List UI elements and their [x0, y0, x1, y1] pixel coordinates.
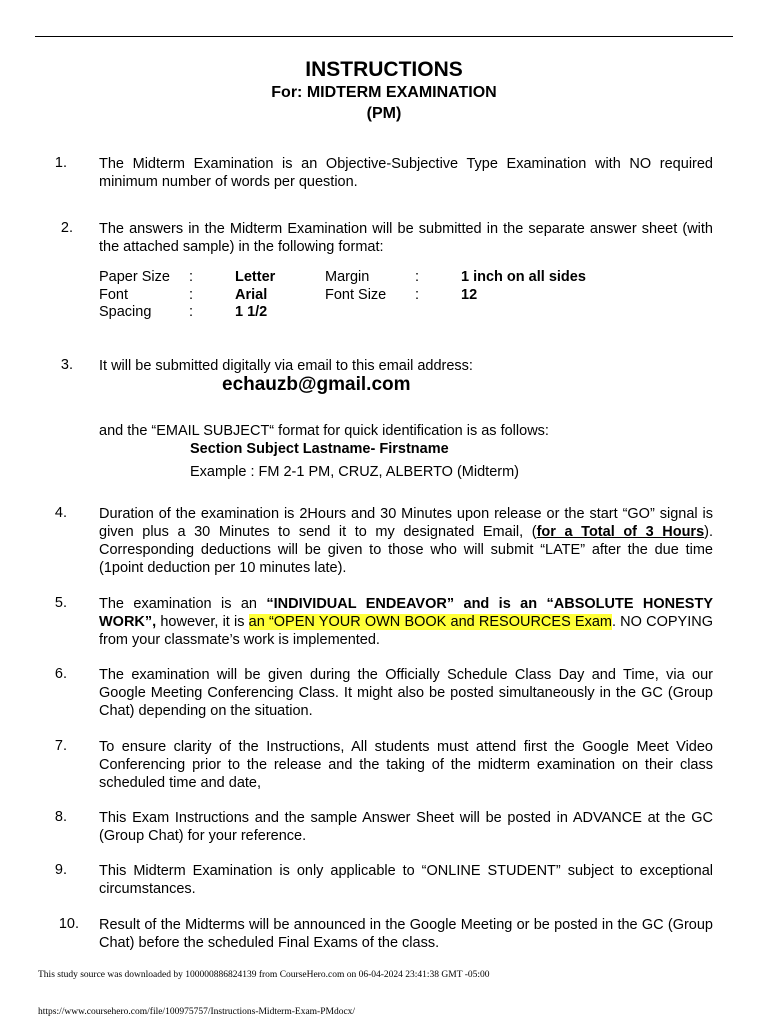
format-label: Font — [99, 287, 129, 303]
instruction-item-2: The answers in the Midterm Examination will be submitted in the separate answer sheet (with the attached sample) in the following format: — [99, 221, 713, 255]
format-label: Font Size — [325, 287, 387, 303]
format-colon: : — [189, 287, 194, 303]
instruction-item-6: The examination will be given during the Officially Schedule Class Day and Time, via our Google Meeting Conferencing Class. It might also be posted simultaneously in the GC (Group Chat) depending on the situation. — [99, 667, 713, 719]
page-subtitle: For: MIDTERM EXAMINATION — [271, 84, 497, 101]
item-number: 3. — [60, 357, 73, 373]
email-subject-format: Section Subject Lastname- Firstname — [190, 441, 449, 457]
download-note: This study source was downloaded by 100000886824139 from CourseHero.com on 06-04-2024 23:41:38 GMT -05:00 — [38, 970, 490, 980]
instruction-item-1: The Midterm Examination is an Objective-Subjective Type Examination with NO required minimum number of words per question. — [99, 156, 713, 190]
format-value: Arial — [235, 287, 268, 303]
format-label: Spacing — [99, 304, 152, 320]
top-rule — [35, 36, 733, 37]
item-number: 5. — [54, 595, 67, 611]
page-title: INSTRUCTIONS — [305, 58, 463, 81]
email-subject-example: Example : FM 2-1 PM, CRUZ, ALBERTO (Midterm) — [190, 464, 519, 480]
instruction-item-10: Result of the Midterms will be announced in the Google Meeting or be posted in the GC (Group Chat) before the scheduled Final Exams of the class. — [99, 917, 713, 951]
format-value: 12 — [461, 287, 478, 303]
open-book-highlight: an “OPEN YOUR OWN BOOK and RESOURCES Exam — [248, 614, 612, 630]
format-colon: : — [189, 269, 194, 285]
format-label: Paper Size — [99, 269, 170, 285]
instruction-item-9: This Midterm Examination is only applicable to “ONLINE STUDENT” subject to exceptional circumstances. — [99, 863, 713, 897]
item-5-text: The examination is an — [99, 596, 267, 612]
item-5-text-mid: however, it is — [156, 614, 249, 630]
format-value: 1 inch on all sides — [461, 269, 586, 285]
item-number: 4. — [54, 505, 67, 521]
format-value: 1 1/2 — [235, 304, 268, 320]
honesty-emphasis: “INDIVIDUAL ENDEAVOR” and is an “ABSOLUTE HONESTY WORK”, — [99, 596, 713, 630]
session-label: (PM) — [366, 105, 402, 122]
item-number: 9. — [54, 862, 67, 878]
item-number: 2. — [60, 220, 73, 236]
email-subject-intro: and the “EMAIL SUBJECT“ format for quick identification is as follows: — [99, 423, 549, 439]
item-number: 7. — [54, 738, 67, 754]
instruction-item-8: This Exam Instructions and the sample Answer Sheet will be posted in ADVANCE at the GC (Group Chat) for your reference. — [99, 810, 713, 844]
format-colon: : — [415, 269, 420, 285]
item-number: 8. — [54, 809, 67, 825]
format-value: Letter — [235, 269, 276, 285]
format-colon: : — [415, 287, 420, 303]
source-url[interactable]: https://www.coursehero.com/file/100975757/Instructions-Midterm-Exam-PMdocx/ — [38, 1007, 356, 1017]
instruction-item-5 — [99, 595, 713, 649]
item-5-text-end: . NO COPYING from your classmate’s work is implemented. — [99, 614, 713, 648]
item-number: 10. — [58, 916, 79, 932]
instruction-item-7: To ensure clarity of the Instructions, All students must attend first the Google Meet Video Conferencing prior to the release and the taking of the midterm examination on their class scheduled time and date, — [99, 739, 713, 791]
format-label: Margin — [325, 269, 370, 285]
instruction-item-3: It will be submitted digitally via email to this email address: — [99, 358, 473, 374]
format-colon: : — [189, 304, 194, 320]
item-4-text: Duration of the examination is 2Hours and 30 Minutes upon release or the start “GO” signal is given plus a 30 Minutes to send it to my designated Email, ( — [99, 506, 713, 540]
item-number: 1. — [54, 155, 67, 171]
email-address: echauzb@gmail.com — [222, 374, 411, 395]
item-number: 6. — [54, 666, 67, 682]
instruction-item-4 — [99, 505, 713, 577]
total-duration-emphasis: for a Total of 3 Hours — [536, 524, 705, 540]
item-4-text-end: ). Corresponding deductions will be given to those who will submit “LATE” after the due time (1point deduction per 10 minutes late). — [99, 524, 713, 576]
